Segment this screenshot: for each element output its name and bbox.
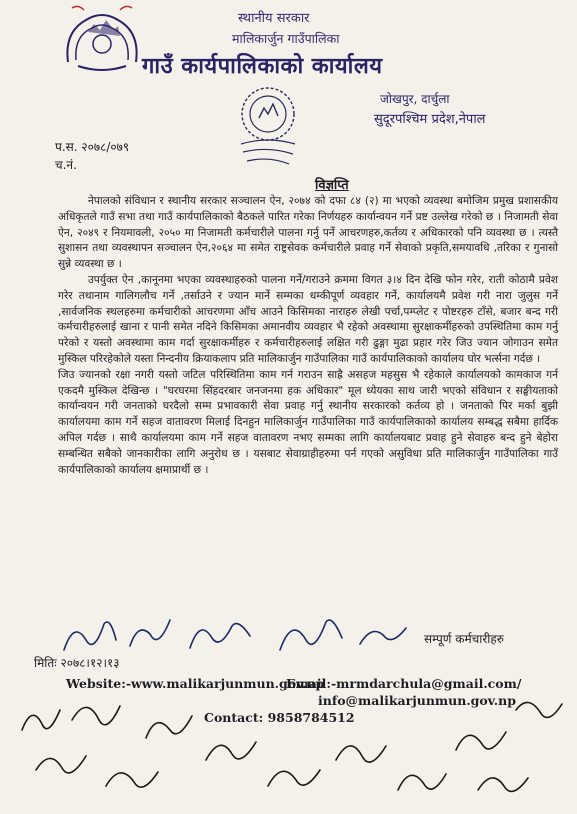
date-line: मितिः २०७८।१२।१३ [34, 656, 120, 670]
notice-title: विज्ञप्ति [315, 178, 349, 193]
letter-number: प.स. २०७८/०७९ [55, 140, 130, 154]
signature-scribbles-bottom [6, 690, 572, 810]
paragraph: जिउ ज्यानको रक्षा नगरी यस्तो जटिल परिस्थितिमा काम गर्न गराउन साह्रै असहज महसुस भै रहेकाले कार्यालयको कामकाज गर्न एकदमै मुस्किल देखिन्छ । "घरघरमा सिंहदरबार जनजनमा हक अधिकार" मूल ध्येयका साथ जारी भएको संविधान र सङ्घीयताको कार्यान्वयन गरी जनताको घरदैलो सम्म प्रभावकारी सेवा प्रवाह गर्नु स्थानीय सरकारको कर्तव्य हो । जनताको पिर मर्का बुझी कार्यालयमा काम गर्ने सहज वातावरण मिलाई दिनहुन मालिकार्जुन गाउँपालिका गाउँ कार्यपालिकाको कार्यालय सम्बद्ध सबैमा हार्दिक अपिल गर्दछ । साथै कार्यालयमा काम गर्ने सहज वातावरण नभए सम्मका लागि कार्यालयबाट प्रवाह हुने सेवाहरु बन्द हुने बेहोरा सम्बन्धित सबैको जानकारीका लागि अनुरोध छ । यसबाट सेवाग्राहीहरुमा पर्न गएको असुविधा प्रति मालिकार्जुन गाउँपालिका गाउँ कार्यपालिकाको कार्यालय क्षमाप्रार्थी छ । [58, 368, 558, 476]
office-title: गाउँ कार्यपालिकाको कार्यालय [142, 54, 383, 79]
paragraph: उपर्युक्त ऐन ,कानूनमा भएका व्यवस्थाहरुको पालना गर्ने/गराउने क्रममा विगत ३।४ दिन देखि फोन गरेर, राती कोठामै प्रवेश गरेर तथानाम गालिगलौच गर्ने ,तर्साउने र ज्यान मार्ने सम्मका धम्कीपूर्ण व्यवहार गर्ने, कार्यालयमै प्रवेश गरी नारा जुलुस गर्ने ,सार्वजनिक स्थलहरुमा कर्मचारीको आचरणमा आँच आउने किसिमका नाराहरु लेखी पर्चा,पम्प्लेट र पोष्टरहरु टाँसे, बजार बन्द गरी कर्मचारीहरुलाई खाना र पानी समेत नदिने किसिमका अमानवीय व्यवहार भै रहेको अवस्थामा सुरक्षाकर्मीहरुको उपस्थितिमा काम गर्नु परेको र यस्तो अवस्थामा काम गर्दा सुरक्षाकर्मीहरु र कर्मचारीहरुलाई लक्षित गरी ढुङ्गा मुढा प्रहार गरेर जिउ ज्यान जोगाउन समेत मुस्किल परिरहेकोले यस्ता निन्दनीय क्रियाकलाप प्रति मालिकार्जुन गाउँपालिका गाउँ कार्यपालिकाको कार्यालय घोर भर्त्सना गर्दछ । [58, 273, 558, 365]
contact-phone: Contact: 9858784512 [204, 710, 355, 725]
signature-scribbles-top [60, 610, 420, 658]
paragraph: नेपालको संविधान र स्थानीय सरकार सञ्चालन ऐन, २०७४ को दफा ८४ (२) मा भएको व्यवस्था बमोजिम प्रमुख प्रशासकीय अधिकृतले गाउँ सभा तथा गाउँ कार्यपालिकाको बैठकले पारित गरेका निर्णयहरु कार्यान्वयन गर्ने प्रष्ट उल्लेख गरेको छ । निजामती सेवा ऐन, २०४९ र नियमावली, २०५० मा निजामती कर्मचारीले पालना गर्नु पर्ने आचरणहरु,कर्तव्य र अधिकारको पनि व्यवस्था छ । त्यस्तै सुशासन तथा व्यवस्थापन सञ्चालन ऐन,२०६४ मा समेत राष्ट्रसेवक कर्मचारीले प्रवाह गर्ने सेवाको प्रकृति,समयावधि ,तरिका र गुनासो सुन्ने व्यवस्था छ । [58, 195, 558, 271]
address-line-2: सुदूरपश्चिम प्रदेश,नेपाल [374, 112, 486, 127]
email-primary-link[interactable]: Email:-mrmdarchula@gmail.com/ [286, 676, 522, 691]
dispatch-number: च.नं. [55, 158, 77, 172]
email-secondary-link[interactable]: info@malikarjunmun.gov.np [318, 693, 516, 708]
rural-municipality-name: मालिकार्जुन गाउँपालिका [232, 31, 340, 46]
address-line-1: जोखपुर, दार्चुला [380, 92, 450, 106]
office-stamp-icon [233, 84, 303, 170]
notice-body [58, 194, 558, 478]
nepal-emblem-icon [58, 2, 146, 76]
all-staff-label: सम्पूर्ण कर्मचारीहरु [424, 632, 504, 646]
website-link[interactable]: Website:-www.malikarjunmun.gov.np [66, 676, 325, 691]
local-government-label: स्थानीय सरकार [238, 11, 310, 26]
